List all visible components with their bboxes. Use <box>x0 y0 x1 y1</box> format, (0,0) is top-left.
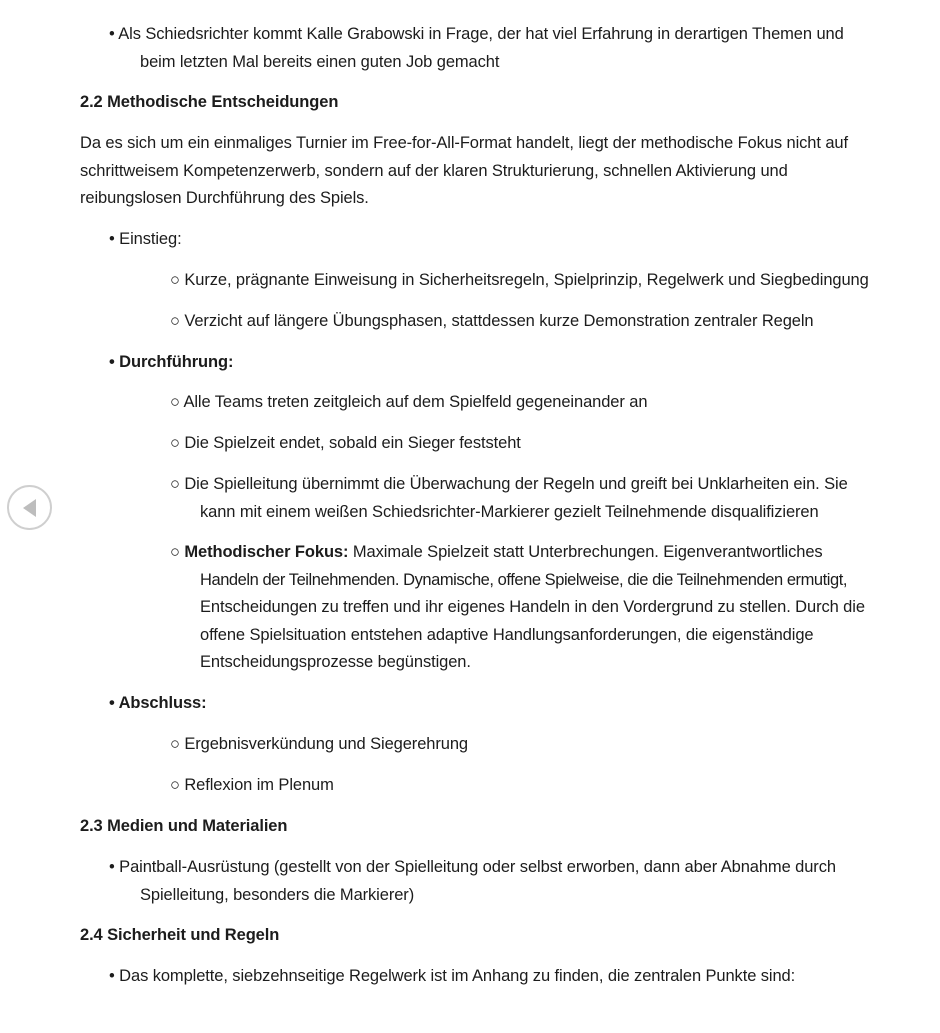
sub-bullet: ○ <box>170 475 180 493</box>
list-item <box>109 23 844 45</box>
sub-list-item <box>170 432 521 454</box>
text-line: Spielleitung, besonders die Markierer) <box>140 886 415 904</box>
text-line: Entscheidungen zu treffen und ihr eigenes Handeln in den Vordergrund zu stellen. Durch die <box>200 598 865 616</box>
sub-list-item <box>170 733 468 755</box>
section-heading: 2.3 Medien und Materialien <box>80 817 288 835</box>
section-heading: 2.4 Sicherheit und Regeln <box>80 926 280 944</box>
sub-list-item <box>170 391 647 413</box>
bold-label: Methodischer Fokus: <box>184 543 349 561</box>
sub-bullet: ○ <box>170 735 180 753</box>
bullet: • <box>109 967 115 985</box>
text: Maximale Spielzeit statt Unterbrechungen. Eigenverantwortliches <box>352 543 823 561</box>
section-heading: 2.2 Methodische Entscheidungen <box>80 93 339 111</box>
bullet: • <box>109 694 115 712</box>
sub-bullet: ○ <box>170 776 180 794</box>
text: Die Spielzeit endet, sobald ein Sieger feststeht <box>184 434 521 452</box>
triangle-left-icon <box>23 499 36 517</box>
list-item <box>109 856 836 878</box>
list-item <box>109 228 182 250</box>
bullet: • <box>109 353 115 371</box>
paragraph-line: Da es sich um ein einmaliges Turnier im Free-for-All-Format handelt, liegt der methodische Fokus nicht auf <box>80 134 848 152</box>
text: Kurze, prägnante Einweisung in Sicherheitsregeln, Spielprinzip, Regelwerk und Siegbedingung <box>184 271 869 289</box>
text: Alle Teams treten zeitgleich auf dem Spielfeld gegeneinander an <box>183 393 648 411</box>
text: Einstieg: <box>119 230 182 248</box>
text: Als Schiedsrichter kommt Kalle Grabowski in Frage, der hat viel Erfahrung in derartigen Themen und <box>118 25 844 43</box>
text: Durchführung: <box>119 353 234 371</box>
sub-list-item <box>170 310 814 332</box>
text: Das komplette, siebzehnseitige Regelwerk ist im Anhang zu finden, die zentralen Punkte sind: <box>119 967 796 985</box>
paragraph-line: reibungslosen Durchführung des Spiels. <box>80 189 369 207</box>
sub-list-item <box>170 473 848 495</box>
text: Ergebnisverkündung und Siegerehrung <box>184 735 468 753</box>
sub-bullet: ○ <box>170 312 180 330</box>
text: Abschluss: <box>118 694 207 712</box>
text: Verzicht auf längere Übungsphasen, stattdessen kurze Demonstration zentraler Regeln <box>184 312 814 330</box>
bullet: • <box>109 25 115 43</box>
list-item <box>109 351 233 373</box>
bullet: • <box>109 858 115 876</box>
sub-bullet: ○ <box>170 393 180 411</box>
sub-list-item <box>170 269 869 291</box>
sub-bullet: ○ <box>170 271 180 289</box>
text: Paintball-Ausrüstung (gestellt von der Spielleitung oder selbst erworben, dann aber Abnahme durch <box>119 858 836 876</box>
sub-list-item <box>170 774 334 796</box>
list-item <box>109 692 207 714</box>
text-line: offene Spielsituation entstehen adaptive Handlungsanforderungen, die eigenständige <box>200 626 814 644</box>
text-line: Entscheidungsprozesse begünstigen. <box>200 653 471 671</box>
sub-list-item <box>170 541 823 563</box>
text: Die Spielleitung übernimmt die Überwachung der Regeln und greift bei Unklarheiten ein. Sie <box>184 475 848 493</box>
list-item <box>109 965 795 987</box>
text-line: kann mit einem weißen Schiedsrichter-Markierer gezielt Teilnehmende disqualifizieren <box>200 503 819 521</box>
sub-bullet: ○ <box>170 434 180 452</box>
back-button[interactable] <box>7 485 52 530</box>
paragraph-line: schrittweisem Kompetenzerwerb, sondern auf der klaren Strukturierung, schnellen Aktivierung und <box>80 162 788 180</box>
text-line: beim letzten Mal bereits einen guten Job gemacht <box>140 53 500 71</box>
text: Reflexion im Plenum <box>184 776 334 794</box>
bullet: • <box>109 230 115 248</box>
text-line: Handeln der Teilnehmenden. Dynamische, offene Spielweise, die die Teilnehmenden ermutigt, <box>200 571 847 589</box>
sub-bullet: ○ <box>170 543 180 561</box>
